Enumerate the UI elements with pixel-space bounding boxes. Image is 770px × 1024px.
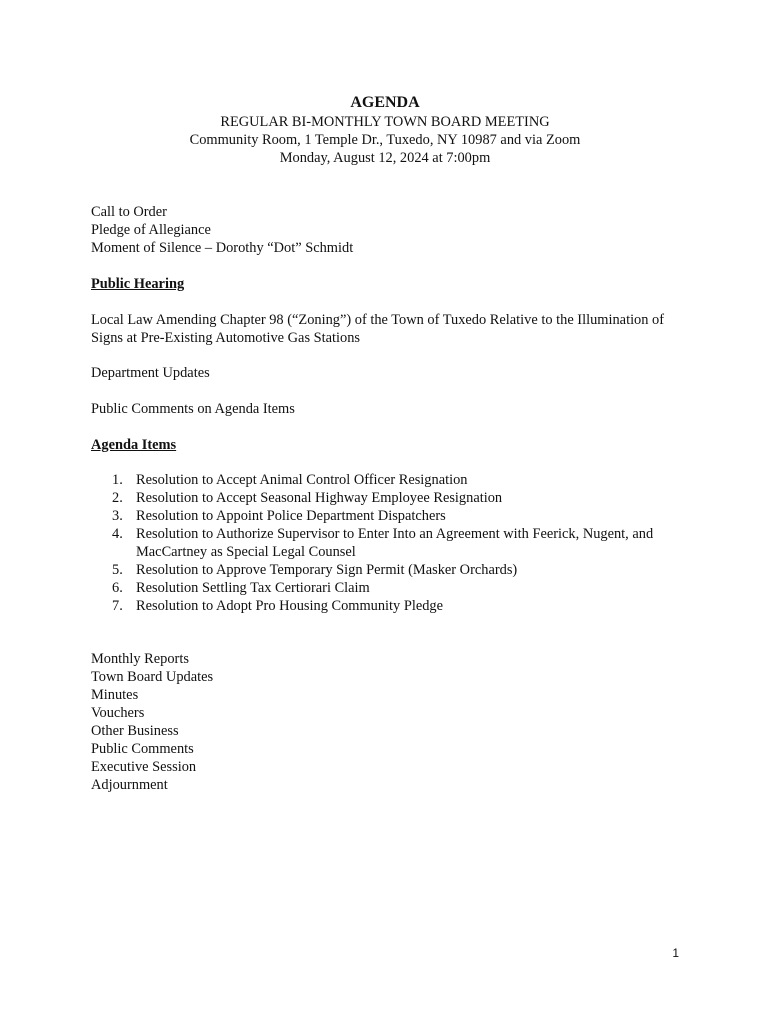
closing-item-adjournment: Adjournment <box>91 777 168 793</box>
opening-items <box>91 203 691 257</box>
list-item-text: Resolution to Adopt Pro Housing Community Pledge <box>136 598 444 614</box>
opening-item-moment-of-silence: Moment of Silence – Dorothy “Dot” Schmidt <box>91 240 354 256</box>
list-item-number: 5. <box>112 562 123 578</box>
list-item-number: 2. <box>112 490 123 506</box>
meeting-location: Community Room, 1 Temple Dr., Tuxedo, NY 10987 and via Zoom <box>189 132 581 148</box>
meeting-datetime: Monday, August 12, 2024 at 7:00pm <box>279 150 491 166</box>
agenda-items-section <box>91 436 691 454</box>
list-item-text: Resolution to Approve Temporary Sign Permit (Masker Orchards) <box>136 562 518 578</box>
list-item <box>91 489 691 507</box>
agenda-items-heading: Agenda Items <box>91 437 177 453</box>
public-hearing-section <box>91 275 691 293</box>
public-comments-agenda-block <box>91 400 691 418</box>
agenda-title: AGENDA <box>350 94 420 111</box>
opening-item-pledge: Pledge of Allegiance <box>91 222 211 238</box>
public-hearing-text: Local Law Amending Chapter 98 (“Zoning”) of the Town of Tuxedo Relative to the Illumination of Signs at Pre-Existing Automotive Gas Stations <box>91 312 665 346</box>
closing-item-town-board-updates: Town Board Updates <box>91 669 214 685</box>
list-item-number: 4. <box>112 526 123 542</box>
closing-item-minutes: Minutes <box>91 687 139 703</box>
list-item <box>91 507 691 525</box>
list-item-number: 1. <box>112 472 123 488</box>
meeting-type: REGULAR BI-MONTHLY TOWN BOARD MEETING <box>220 114 550 130</box>
public-hearing-text-block <box>91 311 691 347</box>
list-item <box>91 525 691 561</box>
public-comments-agenda: Public Comments on Agenda Items <box>91 401 295 417</box>
list-item <box>91 561 691 579</box>
closing-item-monthly-reports: Monthly Reports <box>91 651 189 667</box>
list-item-text: Resolution to Accept Animal Control Officer Resignation <box>136 472 468 488</box>
closing-item-public-comments: Public Comments <box>91 741 194 757</box>
list-item-text: Resolution to Authorize Supervisor to Enter Into an Agreement with Feerick, Nugent, and MacCartney as Special Legal Counsel <box>136 526 654 560</box>
closing-item-vouchers: Vouchers <box>91 705 145 721</box>
list-item <box>91 579 691 597</box>
list-item-number: 3. <box>112 508 123 524</box>
list-item-text: Resolution to Accept Seasonal Highway Employee Resignation <box>136 490 503 506</box>
opening-item-call-to-order: Call to Order <box>91 204 167 220</box>
list-item-text: Resolution to Appoint Police Department Dispatchers <box>136 508 446 524</box>
list-item <box>91 471 691 489</box>
department-updates: Department Updates <box>91 365 210 381</box>
agenda-items-list <box>91 471 691 615</box>
agenda-items-list-block <box>91 471 691 615</box>
closing-item-executive-session: Executive Session <box>91 759 197 775</box>
list-item <box>91 597 691 615</box>
agenda-header <box>0 93 770 167</box>
list-item-number: 6. <box>112 580 123 596</box>
public-hearing-heading: Public Hearing <box>91 276 185 292</box>
closing-item-other-business: Other Business <box>91 723 179 739</box>
page-number: 1 <box>672 946 679 960</box>
closing-items <box>91 650 691 794</box>
list-item-text: Resolution Settling Tax Certiorari Claim <box>136 580 370 596</box>
department-updates-block <box>91 364 691 382</box>
list-item-number: 7. <box>112 598 123 614</box>
